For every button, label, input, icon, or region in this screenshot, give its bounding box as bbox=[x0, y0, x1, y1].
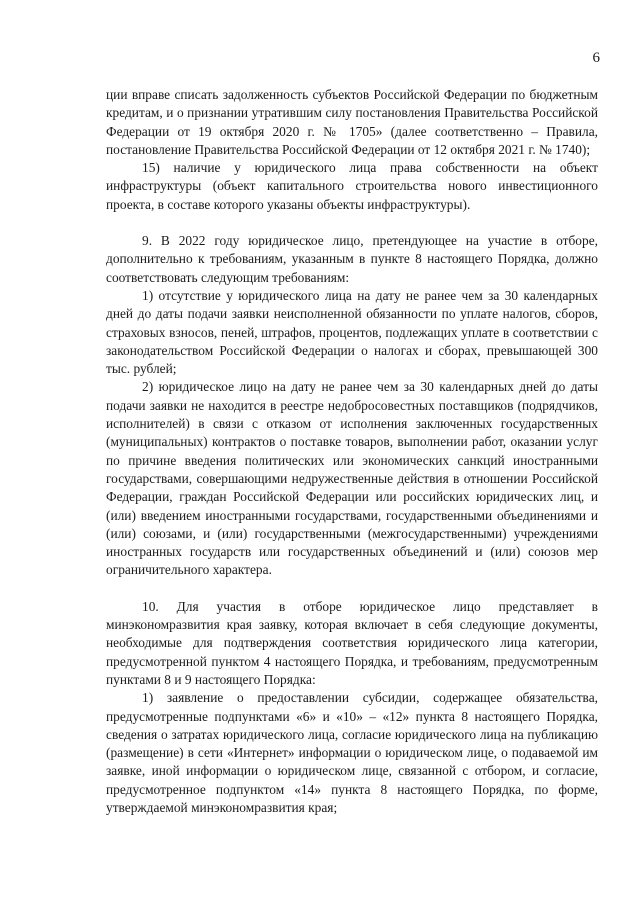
paragraph-section-10: 10. Для участия в отборе юридическое лицо представляет в минэкономразвития края заявку, которая включает в себя следующие документы, необходимые для подтверждения соответствия юридического лица категории, предусмотренной пунктом 4 настоящего Порядка, и требованиям, предусмотренным пунктами 8 и 9 настоящего Порядка: bbox=[106, 598, 598, 687]
paragraph-gap bbox=[106, 580, 598, 598]
paragraph-continuation: ции вправе списать задолженность субъектов Российской Федерации по бюджетным кредитам, и о признании утратившим силу постановления Правительства Российской Федерации от 19 октября 2020 г. № 1705» (далее соответственно – Правила, постановление Правительства Российской Федерации от 12 октября 2021 г. № 1740); bbox=[106, 87, 598, 157]
document-body bbox=[106, 86, 598, 817]
paragraph-section-9: 9. В 2022 году юридическое лицо, претендующее на участие в отборе, дополнительно к требованиям, указанным в пункте 8 настоящего Порядка, должно соответствовать следующим требованиям: bbox=[106, 233, 598, 285]
paragraph-section-10-item-1: 1) заявление о предоставлении субсидии, содержащее обязательства, предусмотренные подпунктами «6» и «10» – «12» пункта 8 настоящего Порядка, сведения о затратах юридического лица, согласие юридического лица на публикацию (размещение) в сети «Интернет» информации о юридическом лице, о подаваемой им заявке, иной информации о юридическом лице, связанной с отбором, и согласие, предусмотренное подпунктом «14» пункта 8 настоящего Порядка, по форме, утверждаемой минэкономразвития края; bbox=[106, 690, 598, 815]
paragraph-gap bbox=[106, 214, 598, 232]
paragraph-section-9-item-1: 1) отсутствие у юридического лица на дату не ранее чем за 30 календарных дней до даты подачи заявки неисполненной обязанности по уплате налогов, сборов, страховых взносов, пеней, штрафов, процентов, подлежащих уплате в соответствии с законодательством Российской Федерации о налогах и сборах, превышающей 300 тыс. рублей; bbox=[106, 287, 598, 377]
page-number: 6 bbox=[592, 50, 600, 66]
paragraph-section-9-item-2: 2) юридическое лицо на дату не ранее чем за 30 календарных дней до даты подачи заявки не находится в реестре недобросовестных поставщиков (подрядчиков, исполнителей) в связи с отказом от исполнения заключенных государственных (муниципальных) контрактов о поставке товаров, выполнении работ, оказании услуг по причине введения политических или экономических санкций иностранными государствами, совершающими недружественные действия в отношении Российской Федерации, граждан Российской Федерации или российских юридических лиц, и (или) введением иностранными государствами, государственными объединениями и (или) союзами, и (или) государственными (межгосударственными) учреждениями иностранных государств или государственных объединений и (или) союзов мер ограничительного характера. bbox=[106, 379, 598, 578]
paragraph-item-15: 15) наличие у юридического лица права собственности на объект инфраструктуры (объект капитального строительства нового инвестиционного проекта, в составе которого указаны объекты инфраструктуры). bbox=[106, 160, 598, 212]
